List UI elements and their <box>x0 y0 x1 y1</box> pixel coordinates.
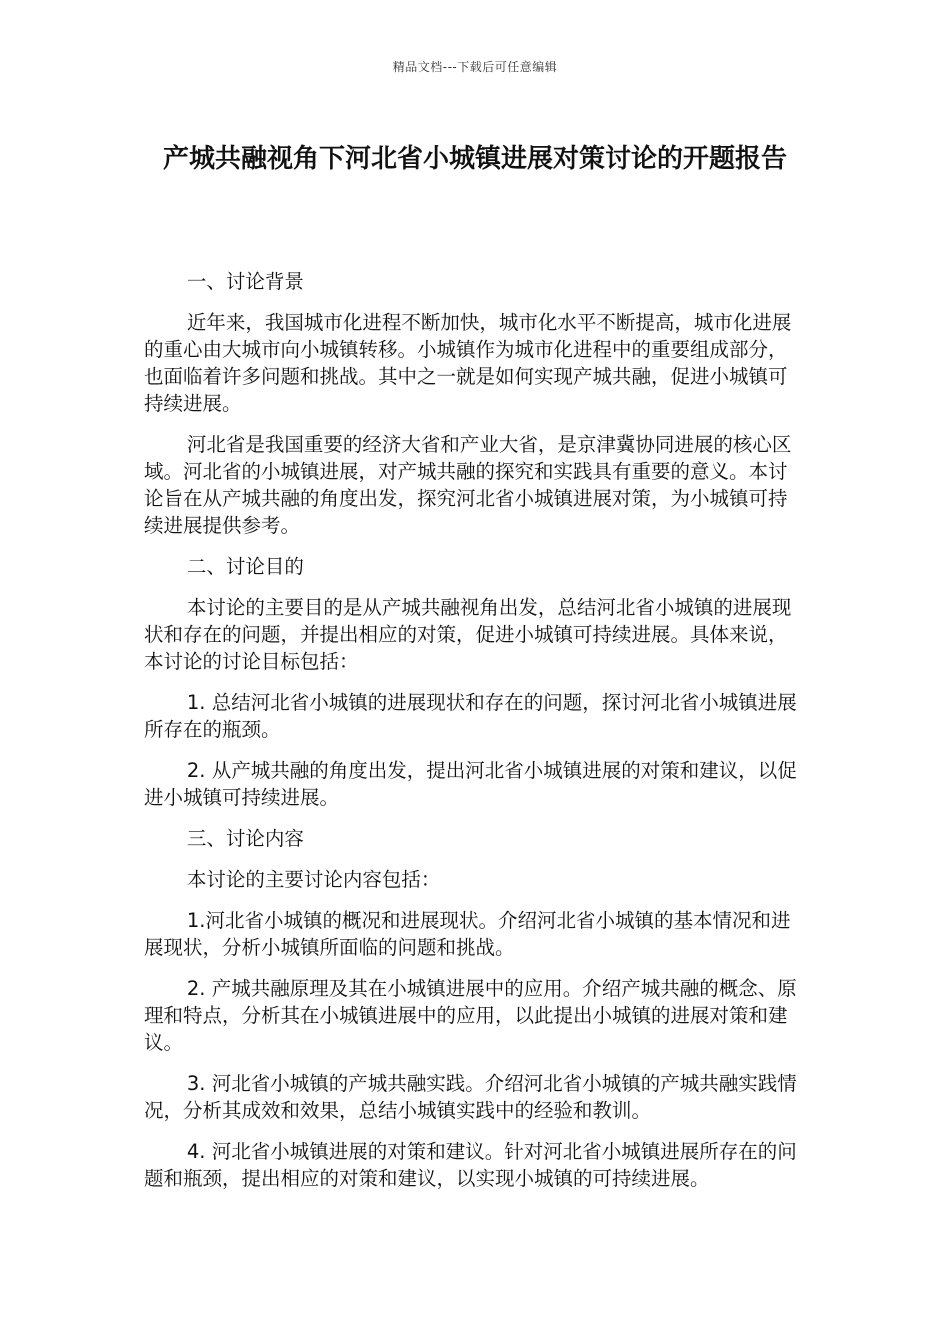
paragraph: 近年来，我国城市化进程不断加快，城市化水平不断提高，城市化进展的重心由大城市向小城镇转移。小城镇作为城市化进程中的重要组成部分，也面临着许多问题和挑战。其中之一就是如何实现产城共融，促进小城镇可持续进展。 <box>144 311 792 415</box>
section-heading-content: 三、讨论内容 <box>186 827 304 850</box>
header-note: 精品文档---下载后可任意编辑 <box>392 60 558 74</box>
paragraph: 本讨论的主要讨论内容包括： <box>186 868 441 891</box>
document-body <box>144 268 800 1206</box>
list-item: 4. 河北省小城镇进展的对策和建议。针对河北省小城镇进展所存在的问题和瓶颈，提出相应的对策和建议，以实现小城镇的可持续进展。 <box>144 1140 797 1190</box>
list-item: 2. 产城共融原理及其在小城镇进展中的应用。介绍产城共融的概念、原理和特点，分析其在小城镇进展中的应用，以此提出小城镇的进展对策和建议。 <box>144 977 797 1054</box>
list-item: 3. 河北省小城镇的产城共融实践。介绍河北省小城镇的产城共融实践情况，分析其成效和效果，总结小城镇实践中的经验和教训。 <box>144 1072 797 1122</box>
list-item: 1. 总结河北省小城镇的进展现状和存在的问题，探讨河北省小城镇进展所存在的瓶颈。 <box>144 691 797 741</box>
section-heading-background: 一、讨论背景 <box>186 270 304 293</box>
section-heading-purpose: 二、讨论目的 <box>186 555 304 578</box>
document-title: 产城共融视角下河北省小城镇进展对策讨论的开题报告 <box>162 144 787 174</box>
list-item: 1.河北省小城镇的概况和进展现状。介绍河北省小城镇的基本情况和进展现状，分析小城镇所面临的问题和挑战。 <box>144 909 791 959</box>
paragraph: 本讨论的主要目的是从产城共融视角出发，总结河北省小城镇的进展现状和存在的问题，并提出相应的对策，促进小城镇可持续进展。具体来说，本讨论的讨论目标包括： <box>144 596 792 673</box>
paragraph: 河北省是我国重要的经济大省和产业大省，是京津冀协同进展的核心区域。河北省的小城镇进展，对产城共融的探究和实践具有重要的意义。本讨论旨在从产城共融的角度出发，探究河北省小城镇进展对策，为小城镇可持续进展提供参考。 <box>144 433 792 537</box>
list-item: 2. 从产城共融的角度出发，提出河北省小城镇进展的对策和建议，以促进小城镇可持续进展。 <box>144 759 797 809</box>
